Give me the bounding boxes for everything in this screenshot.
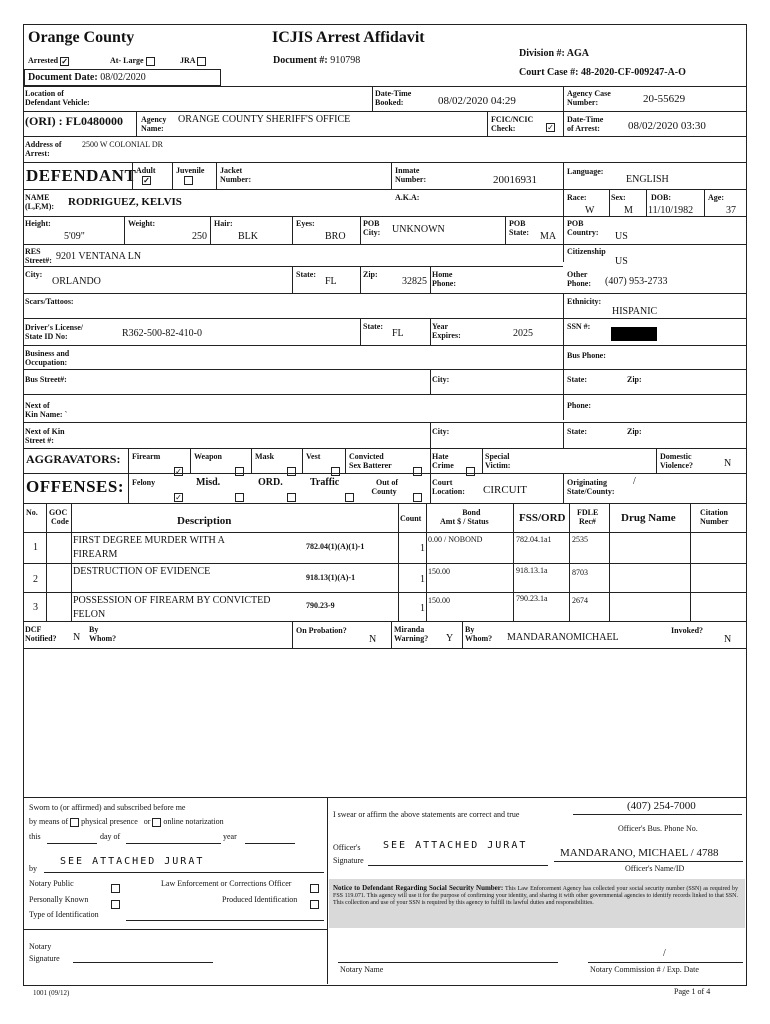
officer-name-label: Officer's Name/ID [625,864,685,873]
this-label: this [29,832,41,841]
agency-name-label: Agency Name: [141,115,167,133]
court-case-number: Court Case #: 48-2020-CF-009247-A-O [519,67,686,78]
court-location: CIRCUIT [483,484,527,496]
pob-state-label: POB State: [509,219,529,237]
offense-2-count: 1 [420,574,425,585]
offense-3-desc-line1: POSSESSION OF FIREARM BY CONVICTED [73,595,271,606]
special-victim-label: Special Victim: [485,452,511,470]
offense-1-statute: 782.04(1)(A)(1)-1 [306,542,365,551]
th-fdle: FDLE Rec# [577,508,599,526]
originating: / [633,476,636,487]
ethnicity-label: Ethnicity: [567,297,602,306]
address-label: Address of Arrest: [25,140,62,158]
notary-public-checkbox[interactable] [111,884,120,893]
nok-name-label: Next of Kin Name: ` [25,401,68,419]
offense-3-statute: 790.23-9 [306,601,335,610]
ethnicity: HISPANIC [612,306,658,317]
out-of-county-label: Out of County [370,478,398,496]
jacket-label: Jacket Number: [220,166,252,184]
th-bond: Bond Amt $ / Status [440,508,489,526]
personally-known-label: Personally Known [29,895,89,904]
eyes-label: Eyes: [296,219,315,228]
commission-slash: / [663,948,666,959]
weapon-check [235,462,244,480]
arrested-label: Arrested ✓ [28,56,68,66]
year-label: year [223,832,237,841]
ori: (ORI) : FL0480000 [25,114,124,128]
firearm-label: Firearm [132,452,161,461]
height: 5'09" [64,231,85,242]
dl-state: FL [392,328,404,339]
defendant-name: RODRIGUEZ, KELVIS [68,196,182,208]
dob-label: DOB: [651,193,671,202]
mask-label: Mask [255,452,275,461]
weapon-label: Weapon [194,452,223,461]
home-phone-label: Home Phone: [432,270,456,288]
invoked: N [724,634,732,645]
officer-signature-label: Officer's Signature [333,843,364,865]
miranda-by-label: By Whom? [465,625,493,643]
dl-state-label: State: [363,322,383,331]
fcic-checkbox[interactable]: ✓ [547,122,554,132]
offense-3-count: 1 [420,603,425,614]
adult-label: Adult ✓ [136,166,156,185]
pob-city: UNKNOWN [392,224,445,235]
location-label: Location of Defendant Vehicle: [25,89,90,107]
other-phone-label: Other Phone: [567,270,591,288]
misd-label: Misd. [196,477,221,488]
offenses-title: OFFENSES: [26,477,125,496]
th-drug: Drug Name [621,512,676,524]
aggravators-title: AGGRAVATORS: [26,452,121,466]
bus-city-label: City: [432,375,450,384]
dl-label: Driver's License/ State ID No: [25,323,83,341]
offense-1-count: 1 [420,543,425,554]
weight-label: Weight: [128,219,156,228]
arrested-checkbox[interactable]: ✓ [61,56,68,66]
bus-street-label: Bus Street#: [25,375,67,384]
firearm-check [174,462,183,480]
produced-id-label: Produced Identification [222,895,298,904]
arrest-address: 2500 W COLONIAL DR [82,140,163,149]
county-name: Orange County [28,29,135,46]
form-number: 1001 (09/12) [33,989,70,997]
offense-2-bond: 150.00 [428,567,450,576]
offense-3-no: 3 [33,602,38,613]
produced-id-check [310,895,319,913]
inmate-label: Inmate Number: [395,166,427,184]
race: W [585,205,595,216]
miranda-label: Miranda Warning? [394,625,429,643]
agency-name: ORANGE COUNTY SHERIFF'S OFFICE [178,114,351,125]
personally-known-check [111,895,120,913]
court-location-label: Court Location: [432,478,465,496]
sworn-line: Sworn to (or affirmed) and subscribed before me [29,803,186,812]
ord-label: ORD. [258,477,283,488]
vest-label: Vest [306,452,321,461]
mask-checkbox[interactable] [287,467,296,476]
inmate-number: 20016931 [493,174,537,186]
race-label: Race: [567,193,587,202]
firearm-checkbox[interactable]: ✓ [175,466,182,476]
notary-name-label: Notary Name [340,965,384,974]
probation-label: On Probation? [296,626,347,635]
hate-label: Hate Crime [432,452,454,470]
law-enforcement-label: Law Enforcement or Corrections Officer [161,879,292,888]
vest-checkbox[interactable] [331,467,340,476]
offense-2-fss: 918.13.1a [516,566,548,575]
drivers-license: R362-500-82-410-0 [122,328,202,339]
offense-1-desc-line2: FIREARM [73,549,118,560]
offense-2-desc-line1: DESTRUCTION OF EVIDENCE [73,566,211,577]
weapon-checkbox[interactable] [235,467,244,476]
swear-statement: I swear or affirm the above statements are correct and true [333,810,520,819]
by-label: by [29,864,37,873]
res-street: 9201 VENTANA LN [56,251,142,262]
dcf-label: DCF Notified? [25,625,57,643]
th-citation: Citation Number [700,508,729,526]
page-number: Page 1 of 4 [674,987,711,996]
offense-3-fdle: 2674 [572,596,588,605]
personally-known-checkbox[interactable] [111,900,120,909]
produced-id-checkbox[interactable] [310,900,319,909]
scars-label: Scars/Tattoos: [25,297,74,306]
age-label: Age: [708,193,724,202]
th-goc: GOC Code [49,508,69,526]
agency-case-label: Agency Case Number: [567,89,611,107]
offense-3-fss: 790.23.1a [516,594,548,603]
hair-label: Hair: [214,219,233,228]
dcf-notified: N [73,632,81,643]
notary-signature-label: Notary Signature [29,942,60,963]
online-notarization-checkbox[interactable] [152,818,161,827]
pob-country: US [615,231,628,242]
nok-name: ` [64,410,68,419]
pob-country-label: POB Country: [567,219,599,237]
out-of-county-checkbox[interactable] [413,493,422,502]
offense-1-bond: 0.00 / NOBOND [428,535,483,544]
miranda-warning: Y [446,633,454,644]
ssn-label: SSN #: [567,322,591,331]
misd-checkbox[interactable] [235,493,244,502]
offense-3-desc-line2: FELON [73,609,106,620]
originating-label: Originating State/County: [567,478,615,496]
juvenile-label: Juvenile [176,166,204,185]
nok-street-label: Next of Kin Street #: [25,427,65,445]
commission-label: Notary Commission # / Exp. Date [590,965,699,974]
at-large-checkbox[interactable] [146,57,155,66]
jra-checkbox[interactable] [197,57,206,66]
form-title: ICJIS Arrest Affidavit [272,29,425,46]
th-description: Description [177,515,232,527]
day-of-label: day of [100,832,121,841]
nok-state-label: State: [567,427,587,436]
offense-2-fdle: 8703 [572,568,588,577]
offense-3-bond: 150.00 [428,596,450,605]
sex: M [624,205,633,216]
hate-check [466,462,475,480]
convicted-checkbox[interactable] [413,467,422,476]
business-label: Business and Occupation: [25,349,70,367]
hate-checkbox[interactable] [466,467,475,476]
defendant-title: DEFENDANT [26,166,137,185]
height-label: Height: [25,219,51,228]
traffic-label: Traffic [310,477,340,488]
other-phone: (407) 953-2733 [605,276,668,287]
fcic-check [546,122,555,132]
offense-2-no: 2 [33,574,38,585]
see-attached-jurat-right: SEE ATTACHED JURAT [383,840,528,851]
nok-phone-label: Phone: [567,401,591,410]
adult-checkbox[interactable]: ✓ [143,175,150,185]
year-expires: 2025 [513,328,533,339]
invoked-label: Invoked? [671,626,704,635]
juvenile-checkbox[interactable] [184,176,193,185]
offense-1-no: 1 [33,542,38,553]
city-label: City: [25,270,43,279]
by-means-line: by means of physical presence or online notarization [29,817,224,826]
sex-label: Sex: [611,193,626,202]
offense-1-fss: 782.04.1a1 [516,535,552,544]
law-enforcement-checkbox[interactable] [310,884,319,893]
document-date: Document Date: 08/02/2020 [24,69,221,86]
th-count: Count [400,514,422,523]
bus-zip-label: Zip: [627,375,642,384]
language: ENGLISH [626,174,669,185]
convicted-check [413,462,422,480]
type-id-label: Type of Identification [29,910,99,919]
state: FL [325,276,337,287]
offense-2-statute: 918.13(1)(A)-1 [306,573,356,582]
mask-check [287,462,296,480]
offense-1-fdle: 2535 [572,535,588,544]
at-large-label: At- Large [110,56,155,66]
state-label: State: [296,270,316,279]
weight: 250 [192,231,207,242]
citizenship: US [615,256,628,267]
dob: 11/10/1982 [648,205,694,216]
pob-state: MA [540,231,557,242]
ssn-redaction [611,327,657,341]
hair: BLK [238,231,258,242]
th-no: No. [26,508,38,517]
physical-presence-checkbox[interactable] [70,818,79,827]
officer-name: MANDARANO, MICHAEL / 4788 [560,847,719,859]
datetime-arrest-label: Date-Time of Arrest: [567,115,604,133]
aka-label: A.K.A: [395,193,420,202]
th-fss: FSS/ORD [519,512,566,524]
officer-phone: (407) 254-7000 [627,800,696,812]
datetime-booked-label: Date-Time Booked: [375,89,412,107]
traffic-checkbox[interactable] [345,493,354,502]
agency-case-number: 20-55629 [643,93,686,105]
citizenship-label: Citizenship [567,247,606,256]
name-label: NAME (L,F,M): [25,193,55,211]
ssn-notice: Notice to Defendant Regarding Social Security Number: This Law Enforcement Agency has collected your social security number (SSN) as required by FSS 119.071. This agency will use it for the purpose of confirming your identity, and sharing it with other governmental agencies to identify records linked to that SSN. This collection and use of your SSN is required by this agency to fulfill its lawful duties and responsibilities. [333,884,738,906]
miranda-by-whom: MANDARANOMICHAEL [507,632,619,643]
nok-city-label: City: [432,427,450,436]
felony-checkbox[interactable]: ✓ [175,492,182,502]
pob-city-label: POB City: [363,219,381,237]
document-number: Document #: 910798 [273,55,361,66]
convicted-label: Convicted Sex Batterer [349,452,392,470]
see-attached-jurat-left: SEE ATTACHED JURAT [60,856,205,867]
age: 37 [726,205,736,216]
res-street-label: RES Street#: [25,247,52,265]
on-probation: N [369,634,377,645]
dcf-by-whom-label: By Whom? [89,625,117,643]
bus-phone-label: Bus Phone: [567,351,606,360]
nok-zip-label: Zip: [627,427,642,436]
language-label: Language: [567,167,604,176]
offense-1-desc-line1: FIRST DEGREE MURDER WITH A [73,535,225,546]
eyes: BRO [325,231,346,242]
city: ORLANDO [52,276,101,287]
zip: 32825 [402,276,427,287]
domestic-label: Domestic Violence? [660,452,694,470]
year-expires-label: Year Expires: [432,322,461,340]
notary-public-label: Notary Public [29,879,74,888]
jra-label: JRA [180,56,206,66]
bus-state-label: State: [567,375,587,384]
datetime-booked: 08/02/2020 04:29 [438,95,516,107]
fcic-label: FCIC/NCIC Check: [491,115,534,133]
felony-label: Felony [132,478,156,487]
division-number: Division #: AGA [519,48,590,59]
domestic-violence: N [724,458,732,469]
ord-checkbox[interactable] [287,493,296,502]
officer-phone-label: Officer's Bus. Phone No. [618,824,698,833]
zip-label: Zip: [363,270,378,279]
datetime-arrest: 08/02/2020 03:30 [628,120,706,132]
